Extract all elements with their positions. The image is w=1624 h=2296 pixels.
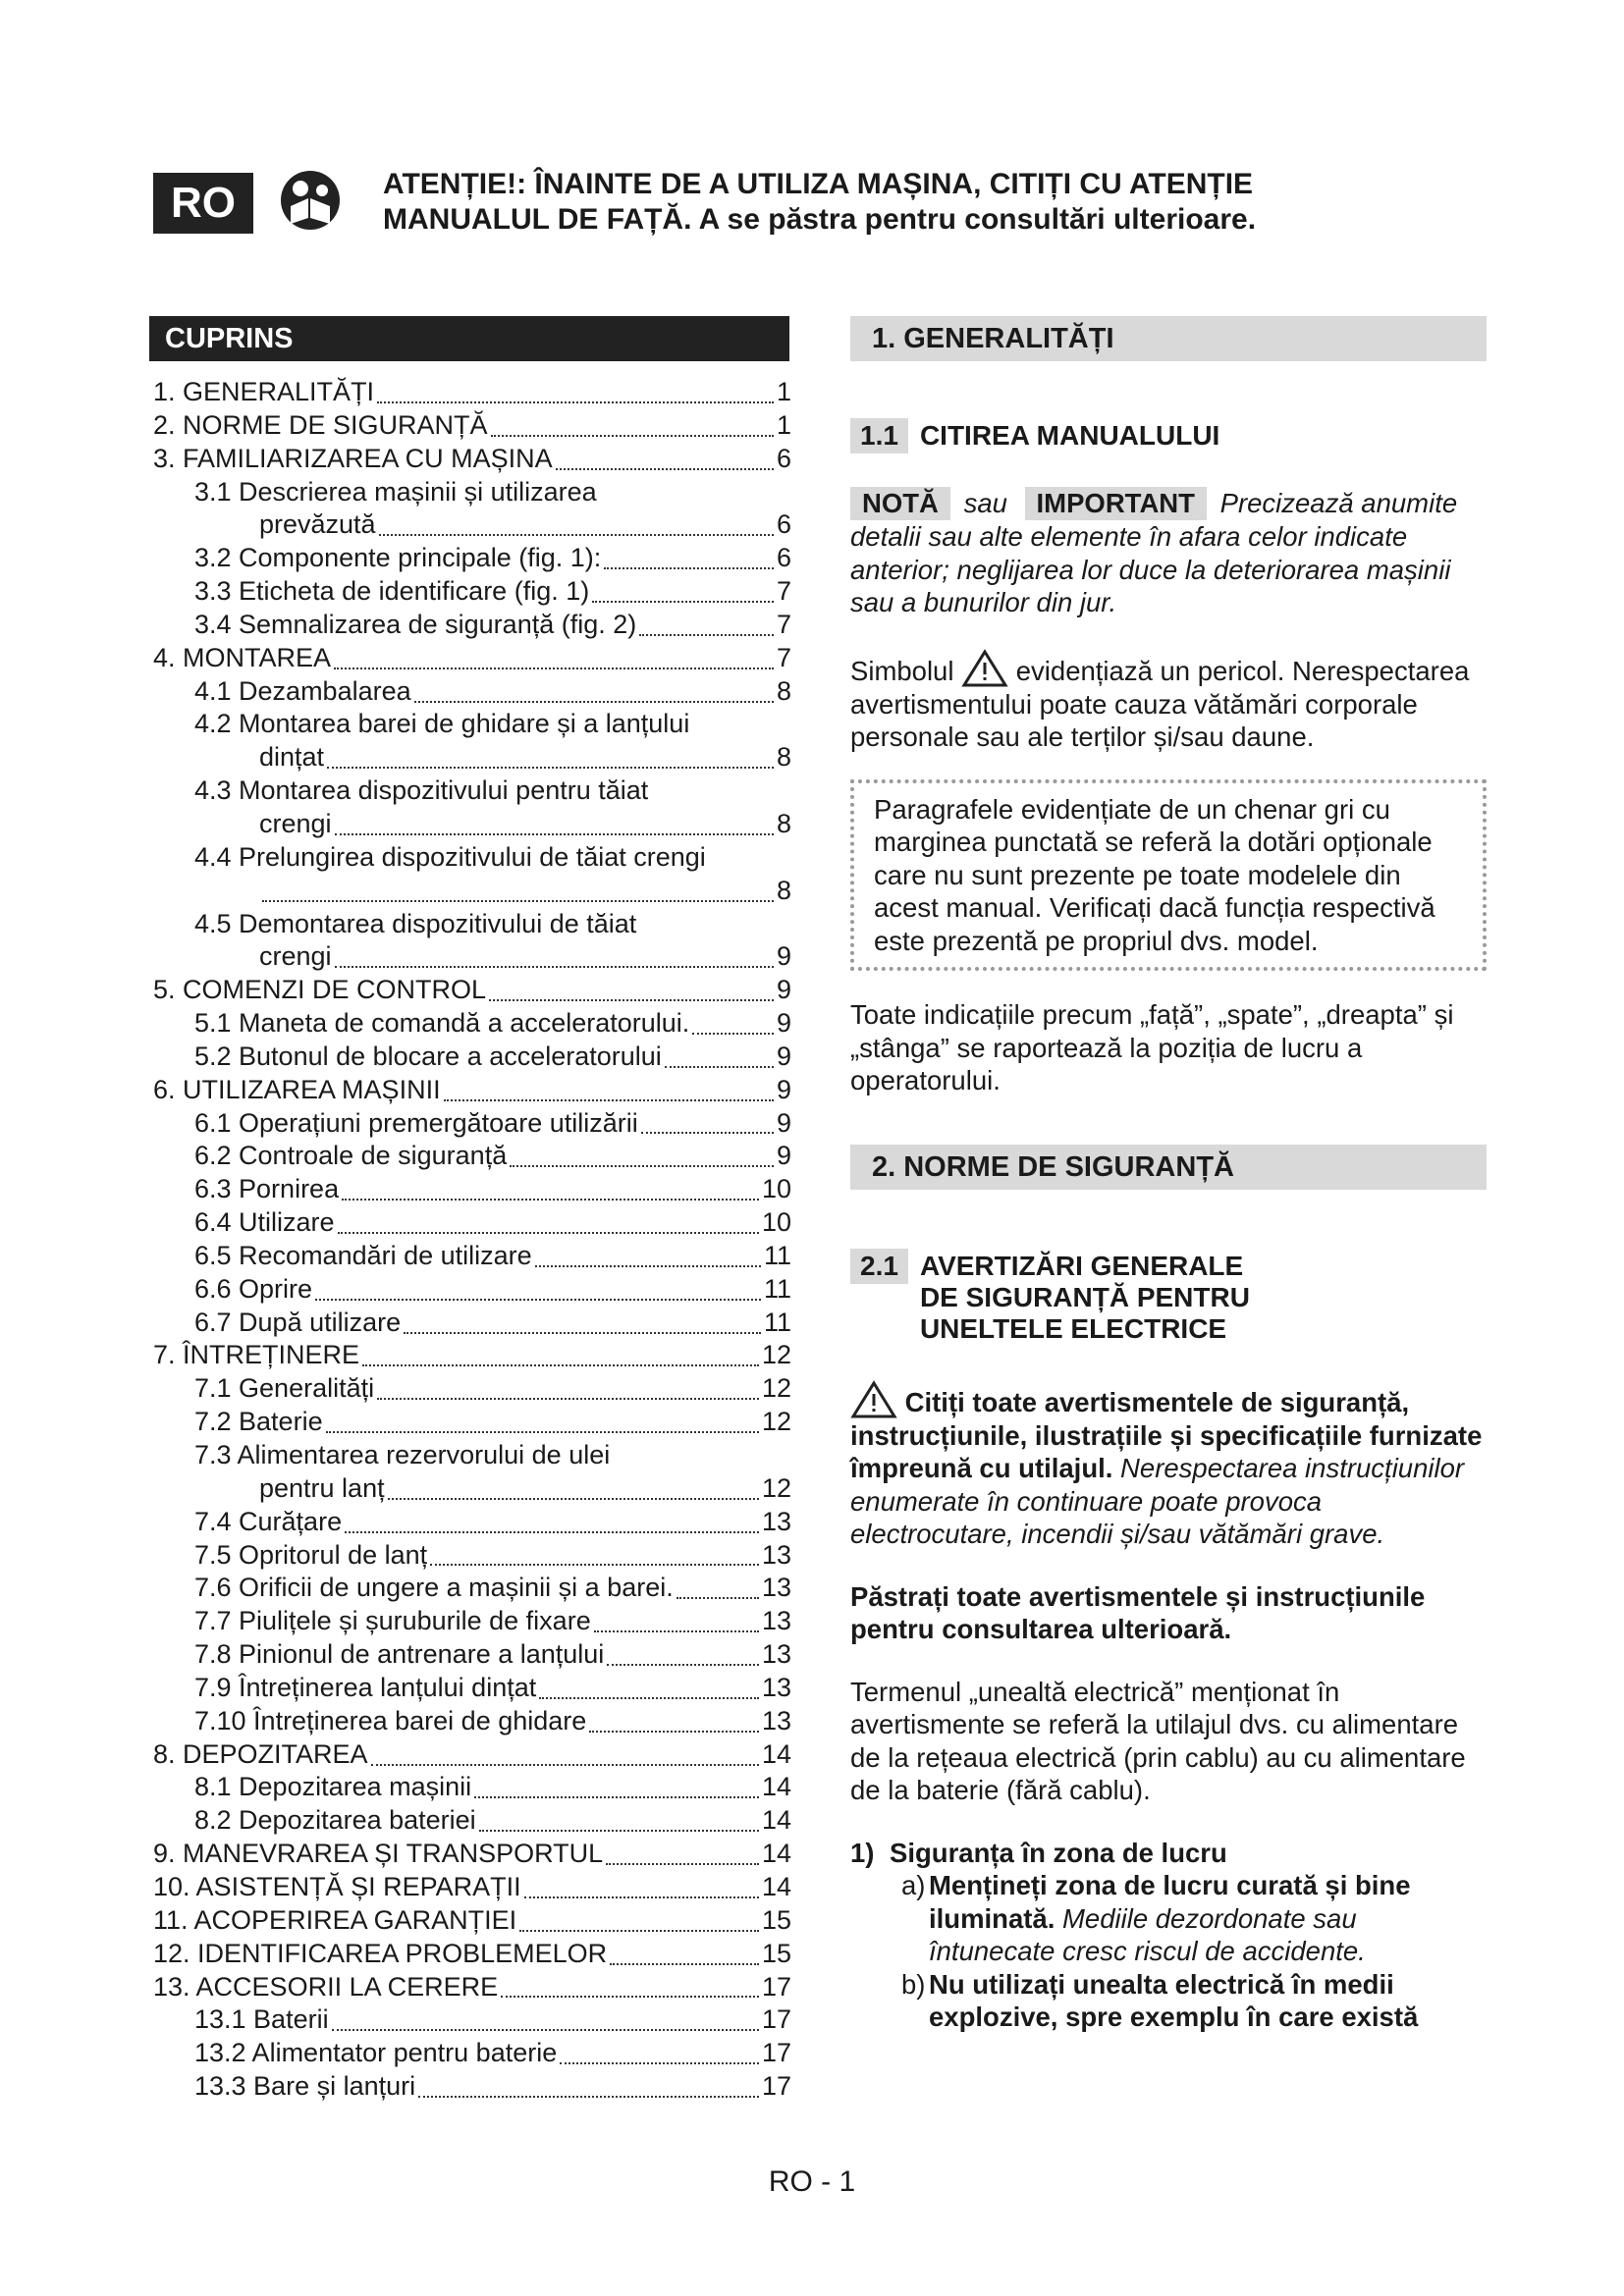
toc-entry [149, 1407, 791, 1440]
toc-entry-page: 7 [776, 576, 791, 607]
list-item-a [850, 1869, 1487, 1968]
toc-entry [149, 1041, 791, 1075]
toc-entry-label: 13.2 Alimentator pentru baterie [194, 2038, 558, 2068]
toc-entry [149, 842, 791, 876]
toc-entry [149, 975, 791, 1008]
toc-leader-dots [560, 2056, 759, 2064]
toc-entry [149, 2071, 791, 2105]
optional-features-box [850, 779, 1487, 972]
toc-entry [149, 576, 791, 610]
toc-entry-label: 2. NORME DE SIGURANȚĂ [153, 409, 488, 440]
toc-entry-label: 3.3 Eticheta de identificare (fig. 1) [194, 576, 590, 607]
toc-entry-page: 9 [776, 1141, 791, 1171]
language-badge: RO [153, 173, 253, 234]
list-letter: b) [901, 1968, 926, 2000]
toc-entry [149, 1673, 791, 1706]
toc-entry-page: 9 [776, 975, 791, 1005]
toc-entry-label: 7.10 Întreținerea barei de ghidare [194, 1705, 587, 1735]
toc-entry [149, 610, 791, 643]
toc-entry-label: 4.5 Demontarea dispozitivului de tăiat [194, 908, 637, 938]
list-text [929, 1869, 1487, 1968]
danger-symbol-paragraph [850, 649, 1487, 754]
toc-entry-page: 13 [761, 1672, 791, 1702]
toc-leader-dots [332, 2023, 759, 2031]
symbol-pre: Simbolul [850, 655, 954, 686]
note-text-b: anumite detalii sau alte elemente în afara celor indicate anterior; neglijarea lor duce la deteriorarea mașinii sau a bunurilor din jur. [850, 488, 1458, 617]
toc-entry-label: 5.2 Butonul de blocare a acceleratorului [194, 1041, 662, 1071]
toc-entry-page: 6 [776, 543, 791, 573]
read-manual-icon [279, 169, 342, 232]
toc-entry-page: 9 [776, 1074, 791, 1104]
toc-entry-page: 9 [776, 1041, 791, 1071]
toc-entry [149, 1141, 791, 1174]
toc-entry-label: pentru lanț [259, 1472, 385, 1503]
right-column [850, 316, 1487, 2034]
toc-leader-dots [501, 1990, 759, 1998]
toc-entry-label: 7. ÎNTREȚINERE [153, 1340, 360, 1370]
toc-leader-dots [592, 595, 774, 603]
toc-entry-page: 14 [761, 1871, 791, 1901]
sau-text: sau [963, 488, 1007, 518]
toc-entry-label: 7.2 Baterie [194, 1407, 323, 1437]
toc-entry-page: 13 [761, 1539, 791, 1570]
toc-leader-dots [262, 894, 774, 902]
toc-entry [149, 1308, 791, 1341]
toc-leader-dots [519, 1924, 759, 1932]
toc-entry [149, 1639, 791, 1673]
toc-entry [149, 1075, 791, 1108]
warning-line-1: ATENȚIE!: ÎNAINTE DE A UTILIZA MAȘINA, CITIȚI CU ATENȚIE [383, 168, 1254, 200]
toc-entry-label: 6.5 Recomandări de utilizare [194, 1240, 532, 1270]
list-letter: a) [901, 1870, 926, 1900]
toc-entry [149, 775, 791, 809]
boxed-text: Paragrafele evidențiate de un chenar gri cu marginea punctată se referă la dotări opționale care nu sunt prezente pe toate modelele din acest manual. Verificați dacă funcția respectivă este prezentă pe propriul dvs. model. [874, 793, 1435, 956]
toc-leader-dots [535, 1259, 761, 1267]
toc-leader-dots [524, 1891, 759, 1898]
toc-leader-dots [479, 1824, 759, 1832]
toc-entry-label: 9. MANEVRAREA ȘI TRANSPORTUL [153, 1839, 604, 1869]
toc-leader-dots [418, 2090, 759, 2098]
toc-entry-label: dințat [259, 742, 325, 773]
toc-entry-page: 8 [776, 875, 791, 905]
subsection-2-1-heading [850, 1249, 1487, 1345]
toc-leader-dots [606, 1857, 759, 1865]
subsection-title: AVERTIZĂRI GENERALE DE SIGURANȚĂ PENTRU UNELTELE ELECTRICE [919, 1250, 1250, 1344]
toc-entry [149, 876, 791, 909]
toc-entry [149, 676, 791, 710]
toc-entry-page: 6 [776, 443, 791, 473]
toc-entry-label: 11. ACOPERIREA GARANȚIEI [153, 1904, 517, 1935]
subsection-title: CITIREA MANUALULUI [919, 420, 1220, 451]
toc-leader-dots [326, 1425, 759, 1433]
toc-entry-label: 3.4 Semnalizarea de siguranță (fig. 2) [194, 609, 637, 639]
toc-leader-dots [604, 561, 774, 569]
toc-leader-dots [335, 960, 774, 968]
toc-entry [149, 1473, 791, 1507]
toc-entry-label: crengi [259, 941, 332, 972]
toc-entry [149, 643, 791, 676]
toc-leader-dots [371, 1758, 759, 1766]
toc-entry [149, 2004, 791, 2038]
toc-entry-label: 6.3 Pornirea [194, 1174, 340, 1204]
toc-entry-page: 10 [761, 1207, 791, 1238]
toc-entry-page: 11 [763, 1307, 791, 1337]
toc-entry-page: 9 [776, 1107, 791, 1138]
toc-entry-page: 14 [761, 1805, 791, 1836]
section-1-heading: 1. GENERALITĂȚI [850, 316, 1487, 361]
note-paragraph [850, 487, 1487, 619]
toc-leader-dots [315, 1293, 761, 1301]
subsection-1-1-heading [850, 418, 1487, 454]
manual-warning-header [383, 167, 1365, 238]
toc-entry-page: 8 [776, 675, 791, 706]
toc-entry [149, 1174, 791, 1207]
toc-entry-label: 7.4 Curățare [194, 1506, 343, 1536]
toc-entry-label: 5.1 Maneta de comandă a acceleratorului. [194, 1008, 690, 1039]
warning-triangle-icon [850, 1380, 897, 1419]
toc-leader-dots [335, 828, 774, 835]
warning-line-2: MANUALUL DE FAȚĂ. A se păstra pentru consultări ulterioare. [383, 203, 1257, 236]
toc-entry [149, 1207, 791, 1241]
toc-entry-page: 11 [763, 1273, 791, 1304]
list-item-1 [850, 1837, 1487, 1870]
toc-entry [149, 1772, 791, 1805]
toc-entry [149, 377, 791, 410]
toc-entry [149, 1507, 791, 1540]
toc-entry-label: 3.2 Componente principale (fig. 1): [194, 543, 602, 573]
toc-entry-label: 8.2 Depozitarea bateriei [194, 1805, 476, 1836]
toc-entry [149, 543, 791, 576]
toc-entry-page: 9 [776, 941, 791, 972]
toc-entry-label: 7.3 Alimentarea rezervorului de ulei [194, 1440, 611, 1469]
toc-entry-label: 6.2 Controale de siguranță [194, 1141, 508, 1171]
toc-entry-label: 4. MONTAREA [153, 642, 332, 672]
toc-entry-page: 7 [776, 609, 791, 639]
toc-entry-label: 4.3 Montarea dispozitivului pentru tăiat [194, 775, 649, 806]
toc-leader-dots [379, 528, 774, 536]
toc-entry [149, 909, 791, 942]
toc-leader-dots [444, 1094, 774, 1101]
toc-entry [149, 477, 791, 510]
toc-entry [149, 1008, 791, 1041]
toc-entry [149, 1872, 791, 1905]
list-number: 1) [850, 1837, 875, 1868]
toc-entry-label: 10. ASISTENȚĂ ȘI REPARAȚII [153, 1871, 521, 1901]
toc-entry-label: 3. FAMILIARIZAREA CU MAȘINA [153, 443, 553, 473]
toc-entry-page: 13 [761, 1506, 791, 1536]
toc-entry [149, 1805, 791, 1839]
toc-leader-dots [589, 1725, 759, 1733]
section-2-heading: 2. NORME DE SIGURANȚĂ [850, 1145, 1487, 1190]
toc-entry-label: 4.4 Prelungirea dispozitivului de tăiat crengi [194, 841, 706, 872]
toc-entry-label: 7.5 Opritorul de lanț [194, 1539, 428, 1570]
toc-leader-dots [539, 1691, 759, 1699]
toc-entry [149, 1274, 791, 1308]
toc-leader-dots [677, 1591, 759, 1599]
toc-entry [149, 1739, 791, 1773]
toc-entry [149, 1440, 791, 1473]
symbol-post: evidențiază un pericol. Nerespectarea avertismentului poate cauza vătămări corporale personale sau ale terților și/sau daune. [850, 655, 1470, 752]
toc-entry-label: 6.1 Operațiuni premergătoare utilizării [194, 1107, 638, 1138]
toc-entry [149, 1373, 791, 1407]
toc-leader-dots [362, 1359, 759, 1366]
toc-entry-label: 13.3 Bare și lanțuri [194, 2071, 416, 2102]
toc-entry-label: 6.4 Utilizare [194, 1207, 335, 1238]
toc-entry-label: 6.7 După utilizare [194, 1307, 402, 1337]
toc-leader-dots [692, 1027, 774, 1035]
toc-leader-dots [388, 1492, 759, 1500]
toc-entry-page: 1 [776, 377, 791, 406]
toc-leader-dots [594, 1625, 759, 1632]
toc-entry-page: 12 [761, 1340, 791, 1370]
page-number: RO - 1 [768, 2165, 856, 2198]
nota-tag: NOTĂ [850, 487, 950, 520]
toc-entry-label: 4.2 Montarea barei de ghidare și a lanțului [194, 709, 690, 739]
toc-entry [149, 1839, 791, 1872]
toc-leader-dots [556, 462, 774, 470]
toc-leader-dots [491, 429, 774, 437]
toc-leader-dots [327, 761, 774, 769]
toc-entry [149, 709, 791, 742]
toc-entry-page: 6 [776, 509, 791, 540]
toc-entry-page: 9 [776, 1008, 791, 1039]
toc-entry-label: 3.1 Descrierea mașinii și utilizarea [194, 476, 597, 507]
list-item-b [850, 1968, 1487, 2034]
toc-leader-dots [489, 993, 774, 1001]
subsection-number: 1.1 [850, 418, 908, 454]
toc-entry-label: 12. IDENTIFICAREA PROBLEMELOR [153, 1938, 608, 1968]
toc-entry-label: 6. UTILIZAREA MAȘINII [153, 1074, 441, 1104]
item-a-bold: Mențineți zona de lucru curată și bine iluminată. [929, 1870, 1411, 1934]
toc-entry-label: 13. ACCESORII LA CERERE [153, 1971, 499, 2002]
toc-entry-page: 14 [761, 1738, 791, 1769]
toc-entry-page: 15 [761, 1938, 791, 1968]
table-of-contents [149, 377, 791, 2105]
toc-entry-label: 8. DEPOZITAREA [153, 1738, 368, 1769]
toc-entry-page: 10 [761, 1174, 791, 1204]
toc-entry [149, 941, 791, 975]
warning-bold: Citiți toate avertismentele de siguranță, instrucțiunile, ilustrațiile și specificațiile furnizate împreună cu utilajul. [850, 1386, 1483, 1483]
warning-italic: Nerespectarea instrucțiunilor enumerate în continuare poate provoca electrocutare, incendii și/sau vătămări grave. [850, 1453, 1465, 1549]
toc-entry [149, 509, 791, 543]
toc-leader-dots [345, 1525, 759, 1533]
toc-leader-dots [474, 1790, 759, 1798]
toc-leader-dots [342, 1193, 759, 1201]
keep-warnings-paragraph: Păstrați toate avertismentele și instrucțiunile pentru consultarea ulterioară. [850, 1580, 1426, 1644]
toc-entry-page: 13 [761, 1606, 791, 1636]
toc-entry [149, 1972, 791, 2005]
toc-entry-label: 13.1 Baterii [194, 2004, 329, 2035]
toc-entry [149, 2038, 791, 2071]
toc-leader-dots [334, 662, 774, 669]
toc-entry [149, 410, 791, 444]
toc-entry-label: 7.7 Piulițele și șuruburile de fixare [194, 1606, 591, 1636]
toc-entry [149, 1606, 791, 1639]
toc-leader-dots [607, 1658, 759, 1666]
toc-entry-label: 7.8 Pinionul de antrenare a lanțului [194, 1639, 605, 1670]
toc-entry-page: 12 [761, 1373, 791, 1404]
orientation-paragraph: Toate indicațiile precum „față”, „spate”, „dreapta” și „stânga” se raportează la poziția de lucru a operatorului. [850, 999, 1454, 1095]
toc-entry-page: 12 [761, 1407, 791, 1437]
toc-entry [149, 1706, 791, 1739]
toc-entry [149, 1108, 791, 1142]
toc-leader-dots [377, 396, 774, 403]
toc-entry-page: 15 [761, 1904, 791, 1935]
toc-leader-dots [641, 1126, 774, 1134]
toc-entry [149, 809, 791, 842]
toc-entry [149, 1540, 791, 1574]
toc-entry-page: 17 [761, 2004, 791, 2035]
toc-entry-page: 13 [761, 1573, 791, 1603]
toc-entry-page: 14 [761, 1839, 791, 1869]
toc-entry-label: 1. GENERALITĂȚI [153, 377, 375, 406]
toc-entry [149, 1939, 791, 1972]
toc-entry-page: 13 [761, 1639, 791, 1670]
subsection-number: 2.1 [850, 1249, 908, 1284]
toc-entry-page: 11 [763, 1240, 791, 1270]
toc-title: CUPRINS [149, 316, 789, 361]
toc-entry [149, 1573, 791, 1606]
toc-entry-label: crengi [259, 808, 332, 838]
toc-leader-dots [414, 695, 774, 703]
toc-leader-dots [665, 1060, 774, 1068]
toc-entry-page: 7 [776, 642, 791, 672]
term-definition-paragraph: Termenul „unealtă electrică” menționat în avertismente se referă la utilajul dvs. cu alimentare de la rețeaua electrică (prin cablu) au cu alimentare de la baterie (fără cablu). [850, 1676, 1466, 1805]
toc-entry-page: 17 [761, 2071, 791, 2102]
warning-triangle-icon [961, 649, 1008, 688]
toc-entry-label: 5. COMENZI DE CONTROL [153, 975, 487, 1005]
toc-leader-dots [404, 1326, 761, 1334]
toc-entry-page: 14 [761, 1772, 791, 1802]
toc-entry-page: 12 [761, 1472, 791, 1503]
toc-entry-page: 8 [776, 742, 791, 773]
toc-leader-dots [430, 1558, 759, 1566]
toc-entry-label: 6.6 Oprire [194, 1273, 313, 1304]
toc-entry-page: 17 [761, 1971, 791, 2002]
toc-entry [149, 742, 791, 775]
toc-leader-dots [510, 1159, 774, 1167]
general-warning-paragraph [850, 1380, 1487, 1551]
toc-leader-dots [610, 1957, 759, 1965]
toc-entry-label: 7.9 Întreținerea lanțului dințat [194, 1672, 537, 1702]
note-text-a: Precizează [1219, 488, 1354, 518]
toc-entry-page: 13 [761, 1705, 791, 1735]
toc-entry [149, 1241, 791, 1274]
toc-leader-dots [639, 628, 774, 636]
toc-entry-page: 8 [776, 808, 791, 838]
toc-entry-page: 1 [776, 409, 791, 440]
toc-leader-dots [338, 1226, 759, 1234]
item-b-bold: Nu utilizați unealta electrică în medii explozive, spre exemplu în care există [929, 1968, 1419, 2032]
toc-entry-label: prevăzută [259, 509, 376, 540]
item-a-italic: Mediile dezordonate sau întunecate cresc riscul de accidente. [929, 1902, 1366, 1966]
toc-entry-label: 8.1 Depozitarea mașinii [194, 1772, 472, 1802]
toc-entry [149, 444, 791, 477]
toc-leader-dots [377, 1392, 759, 1400]
important-tag: IMPORTANT [1025, 487, 1207, 520]
toc-entry-label: 7.6 Orificii de ungere a mașinii și a barei. [194, 1573, 674, 1603]
toc-entry-label: 7.1 Generalități [194, 1373, 375, 1404]
toc-entry-label: 4.1 Dezambalarea [194, 675, 411, 706]
list-title: Siguranța în zona de lucru [890, 1837, 1227, 1868]
toc-entry [149, 1905, 791, 1939]
toc-entry-page: 17 [761, 2038, 791, 2068]
toc-entry [149, 1340, 791, 1373]
